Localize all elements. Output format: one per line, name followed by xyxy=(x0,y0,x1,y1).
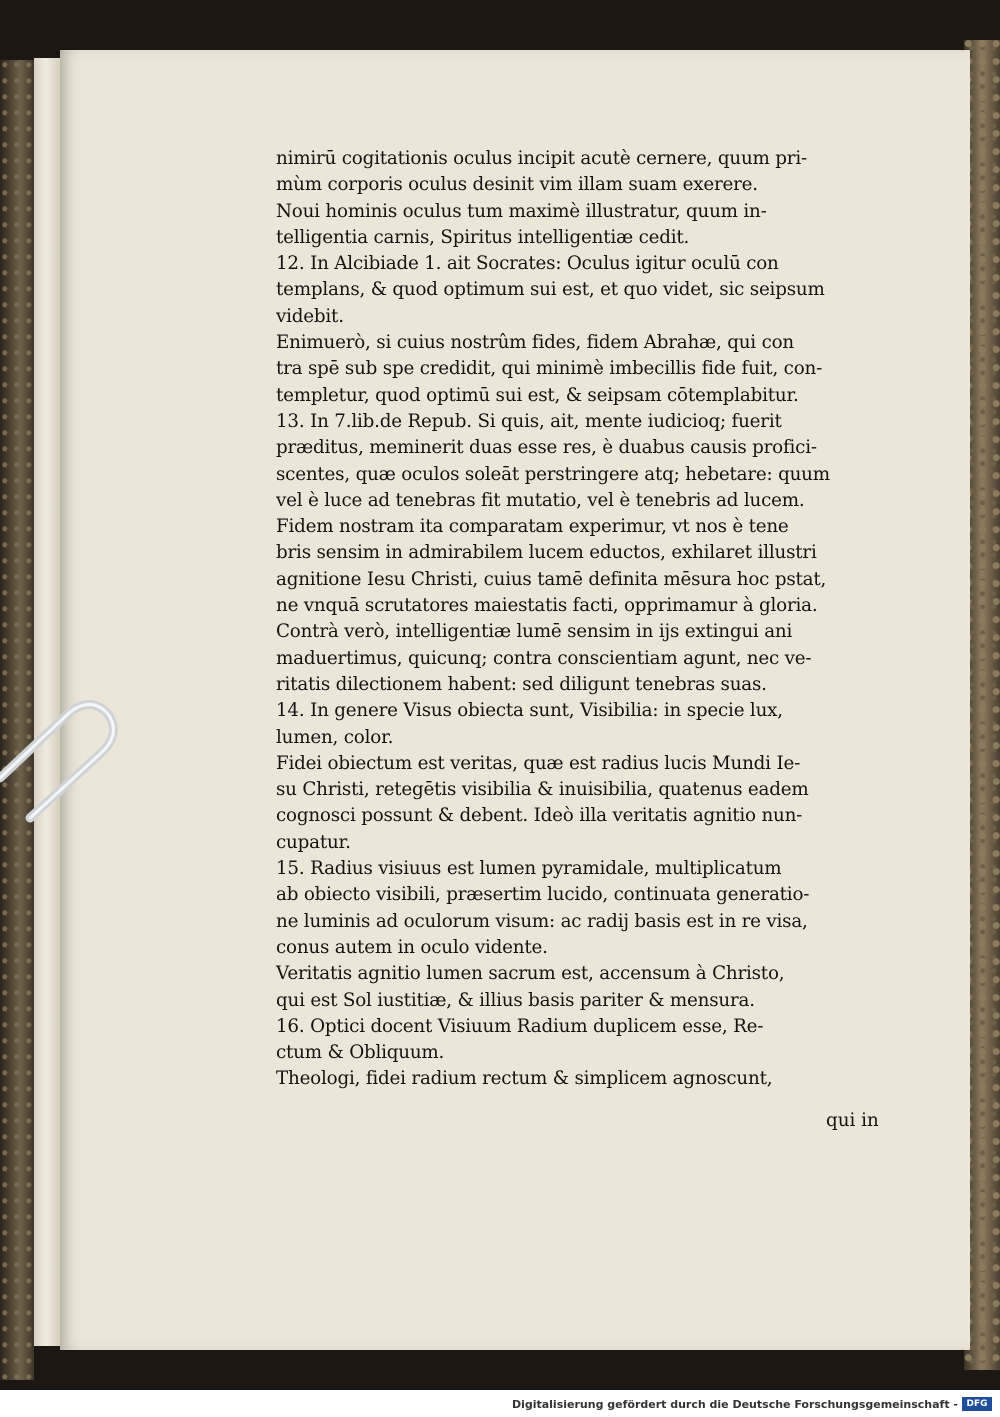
text-line: nimirū cogitationis oculus incipit acutè cernere, quum pri- xyxy=(276,148,807,169)
text-line: Fidei obiectum est veritas, quæ est radius lucis Mundi Ie- xyxy=(276,752,801,774)
text-line: præditus, meminerit duas esse res, è duabus causis profici- xyxy=(276,437,817,459)
text-line: ctum & Obliquum. xyxy=(276,1042,445,1064)
paper-clip-icon xyxy=(0,700,118,830)
footer-credit: Digitalisierung gefördert durch die Deutsche Forschungsgemeinschaft - xyxy=(511,1398,958,1411)
text-line: ritatis dilectionem habent: sed diligunt tenebras suas. xyxy=(276,673,767,695)
text-line: cognosci possunt & debent. Ideò illa veritatis agnitio nun- xyxy=(276,805,803,827)
text-line: maduertimus, quicunq; contra conscientiam agunt, nec ve- xyxy=(276,647,812,669)
text-line: Enimuerò, si cuius nostrûm fides, fidem Abrahæ, qui con xyxy=(276,332,794,354)
text-line: Theologi, fidei radium rectum & simplicem agnoscunt, xyxy=(276,1068,773,1090)
text-line: vel è luce ad tenebras fit mutatio, vel è tenebris ad lucem. xyxy=(276,489,805,511)
text-line: scentes, quæ oculos soleāt perstringere atq; hebetare: quum xyxy=(276,463,830,485)
text-line: Veritatis agnitio lumen sacrum est, accensum à Christo, xyxy=(276,963,785,985)
page-text xyxy=(276,146,886,1093)
catchword: qui in xyxy=(826,1110,879,1131)
dfg-logo-icon: DFG xyxy=(962,1397,992,1411)
text-line: agnitione Iesu Christi, cuius tamē definita mēsura hoc pstat, xyxy=(276,568,827,590)
text-line: 13. In 7.lib.de Repub. Si quis, ait, mente iudicioq; fuerit xyxy=(276,410,782,432)
text-line: conus autem in oculo vidente. xyxy=(276,936,548,958)
text-line: bris sensim in admirabilem lucem eductos, exhilaret illustri xyxy=(276,542,817,564)
text-line: ne luminis ad oculorum visum: ac radij basis est in re visa, xyxy=(276,910,808,932)
text-line: ab obiecto visibili, præsertim lucido, continuata generatio- xyxy=(276,884,810,906)
text-line: 14. In genere Visus obiecta sunt, Visibilia: in specie lux, xyxy=(276,700,783,722)
text-line: Fidem nostram ita comparatam experimur, vt nos è tene xyxy=(276,516,789,538)
text-line: lumen, color. xyxy=(276,726,394,748)
text-line: Contrà verò, intelligentiæ lumē sensim in ijs extingui ani xyxy=(276,621,793,643)
text-line: qui est Sol iustitiæ, & illius basis pariter & mensura. xyxy=(276,989,755,1011)
text-line: ne vnquā scrutatores maiestatis facti, opprimamur à gloria. xyxy=(276,595,818,617)
text-line: telligentia carnis, Spiritus intelligentiæ cedit. xyxy=(276,226,690,248)
text-line: mùm corporis oculus desinit vim illam suam exerere. xyxy=(276,174,758,196)
text-line: su Christi, retegētis visibilia & inuisibilia, quatenus eadem xyxy=(276,779,809,801)
text-line: videbit. xyxy=(276,305,344,327)
text-line: cupatur. xyxy=(276,831,351,853)
text-line: 12. In Alcibiade 1. ait Socrates: Oculus igitur oculū con xyxy=(276,253,779,275)
text-line: 15. Radius visiuus est lumen pyramidale, multiplicatum xyxy=(276,858,782,880)
text-line: templetur, quod optimū sui est, & seipsam cōtemplabitur. xyxy=(276,384,799,406)
text-line: tra spē sub spe credidit, qui minimè imbecillis fide fuit, con- xyxy=(276,358,823,380)
text-line: Noui hominis oculus tum maximè illustratur, quum in- xyxy=(276,200,767,222)
text-line: 16. Optici docent Visiuum Radium duplicem esse, Re- xyxy=(276,1015,764,1037)
text-line: templans, & quod optimum sui est, et quo videt, sic seipsum xyxy=(276,279,825,301)
